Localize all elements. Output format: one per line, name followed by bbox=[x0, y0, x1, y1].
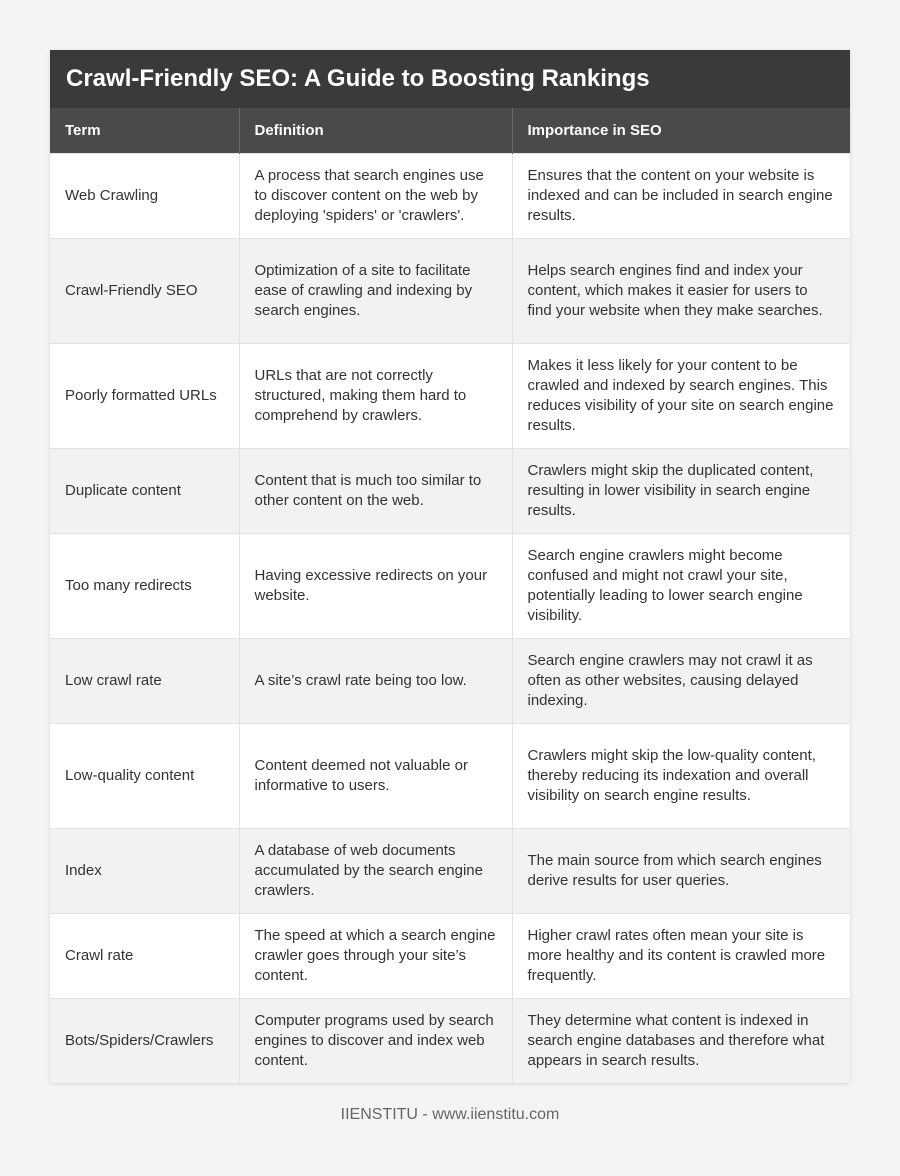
table-row bbox=[50, 343, 850, 448]
column-header-importance: Importance in SEO bbox=[512, 108, 850, 153]
importance-cell: They determine what content is indexed in search engine databases and therefore what appears in search results. bbox=[512, 998, 850, 1083]
importance-cell: Search engine crawlers may not crawl it as often as other websites, causing delayed indexing. bbox=[512, 638, 850, 723]
term-cell: Too many redirects bbox=[50, 533, 239, 638]
column-header-term: Term bbox=[50, 108, 239, 153]
definition-cell: URLs that are not correctly structured, making them hard to comprehend by crawlers. bbox=[239, 343, 512, 448]
seo-table-card bbox=[50, 50, 850, 1083]
table-row bbox=[50, 913, 850, 998]
column-header-definition: Definition bbox=[239, 108, 512, 153]
table-row bbox=[50, 533, 850, 638]
table-row bbox=[50, 998, 850, 1083]
term-cell: Web Crawling bbox=[50, 153, 239, 238]
importance-cell: Ensures that the content on your website is indexed and can be included in search engine results. bbox=[512, 153, 850, 238]
title-bar bbox=[50, 50, 850, 108]
table-row bbox=[50, 723, 850, 828]
definition-cell: A process that search engines use to discover content on the web by deploying 'spiders' or 'crawlers'. bbox=[239, 153, 512, 238]
term-cell: Low-quality content bbox=[50, 723, 239, 828]
table-row bbox=[50, 153, 850, 238]
term-cell: Crawl-Friendly SEO bbox=[50, 238, 239, 343]
table-row bbox=[50, 828, 850, 913]
definition-cell: A site’s crawl rate being too low. bbox=[239, 638, 512, 723]
table-row bbox=[50, 448, 850, 533]
term-cell: Poorly formatted URLs bbox=[50, 343, 239, 448]
definition-cell: Content deemed not valuable or informative to users. bbox=[239, 723, 512, 828]
importance-cell: Crawlers might skip the low-quality content, thereby reducing its indexation and overall visibility on search engine results. bbox=[512, 723, 850, 828]
definition-cell: Having excessive redirects on your website. bbox=[239, 533, 512, 638]
table-row bbox=[50, 238, 850, 343]
seo-terms-table bbox=[50, 108, 850, 1083]
definition-cell: Computer programs used by search engines to discover and index web content. bbox=[239, 998, 512, 1083]
footer-credit: IIENSTITU - www.iienstitu.com bbox=[340, 1106, 560, 1123]
importance-cell: Crawlers might skip the duplicated content, resulting in lower visibility in search engine results. bbox=[512, 448, 850, 533]
table-header-row bbox=[50, 108, 850, 153]
term-cell: Low crawl rate bbox=[50, 638, 239, 723]
term-cell: Crawl rate bbox=[50, 913, 239, 998]
importance-cell: Search engine crawlers might become confused and might not crawl your site, potentially leading to lower search engine visibility. bbox=[512, 533, 850, 638]
definition-cell: Optimization of a site to facilitate ease of crawling and indexing by search engines. bbox=[239, 238, 512, 343]
term-cell: Bots/Spiders/Crawlers bbox=[50, 998, 239, 1083]
definition-cell: The speed at which a search engine crawler goes through your site’s content. bbox=[239, 913, 512, 998]
term-cell: Index bbox=[50, 828, 239, 913]
importance-cell: Higher crawl rates often mean your site is more healthy and its content is crawled more frequently. bbox=[512, 913, 850, 998]
page-title: Crawl-Friendly SEO: A Guide to Boosting Rankings bbox=[66, 65, 650, 92]
importance-cell: Helps search engines find and index your content, which makes it easier for users to find your website when they make searches. bbox=[512, 238, 850, 343]
importance-cell: Makes it less likely for your content to be crawled and indexed by search engines. This reduces visibility of your site on search engine results. bbox=[512, 343, 850, 448]
importance-cell: The main source from which search engines derive results for user queries. bbox=[512, 828, 850, 913]
table-row bbox=[50, 638, 850, 723]
definition-cell: A database of web documents accumulated by the search engine crawlers. bbox=[239, 828, 512, 913]
definition-cell: Content that is much too similar to other content on the web. bbox=[239, 448, 512, 533]
term-cell: Duplicate content bbox=[50, 448, 239, 533]
